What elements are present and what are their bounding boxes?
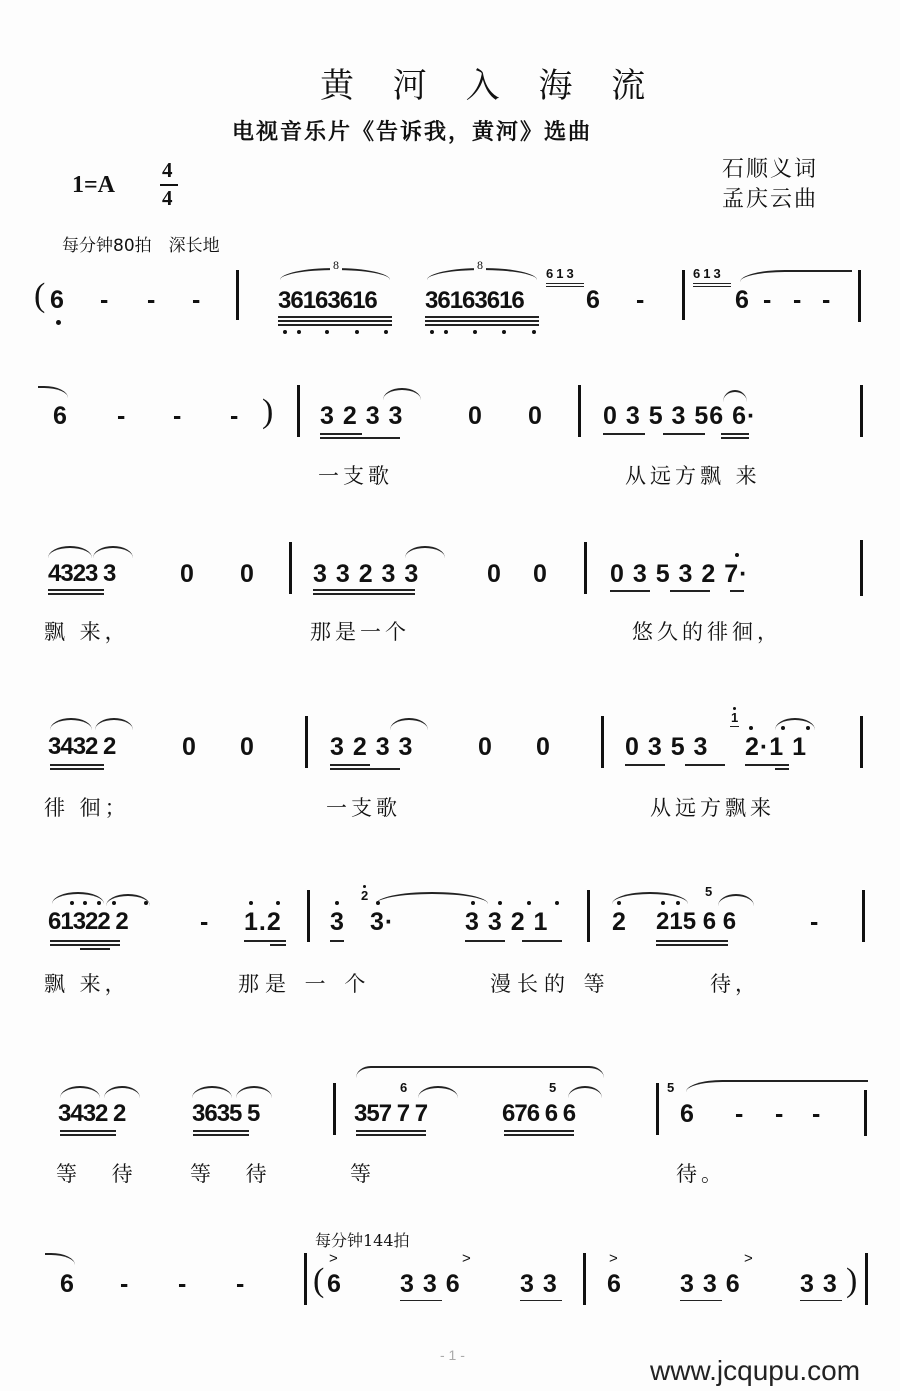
underline	[244, 940, 286, 942]
lyric: 漫长的 等	[490, 972, 611, 996]
rest: 0	[536, 733, 551, 761]
rest: 0	[240, 560, 255, 588]
bar-line	[297, 385, 300, 437]
note-group: 3 3 2 1	[465, 908, 549, 936]
underline	[800, 1300, 842, 1301]
dash: -	[173, 402, 183, 430]
accent-mark: >	[462, 1250, 471, 1267]
underline	[685, 764, 725, 766]
lyric: 等 待	[190, 1162, 281, 1186]
slur	[60, 1086, 100, 1098]
dash: -	[100, 286, 110, 314]
dash: -	[120, 1270, 130, 1298]
high-octave-dot	[112, 901, 116, 905]
underline	[278, 320, 392, 322]
note-group: 2·1 1	[745, 733, 807, 761]
grace-notes: 613	[546, 266, 577, 281]
high-octave-dot	[363, 885, 366, 888]
bar-line	[587, 890, 590, 942]
underline	[522, 940, 562, 942]
high-octave-dot	[249, 901, 253, 905]
composer-credit: 孟庆云曲	[722, 187, 819, 212]
low-octave-dot	[325, 330, 329, 334]
bar-line	[236, 270, 239, 320]
underline	[546, 283, 584, 284]
underline	[60, 1130, 116, 1132]
rest: 0	[487, 560, 502, 588]
underline	[546, 286, 584, 287]
underline	[50, 768, 104, 770]
underline	[693, 286, 731, 287]
grace-note: 6	[400, 1080, 408, 1095]
dash: -	[810, 908, 820, 936]
underline	[278, 324, 392, 326]
bar-line	[656, 1083, 659, 1135]
grace-notes: 613	[693, 266, 724, 281]
note-group: 0 3 5 3	[625, 733, 709, 761]
lyric: 徘 徊；	[44, 796, 130, 820]
dash: -	[793, 286, 803, 314]
underline	[80, 948, 110, 950]
note: 2	[612, 908, 627, 936]
underline	[400, 1300, 442, 1301]
song-title: 黄 河 入 海 流	[320, 66, 660, 106]
low-octave-dot	[430, 330, 434, 334]
slur	[568, 1086, 602, 1098]
high-octave-dot	[498, 901, 502, 905]
slur	[236, 1086, 272, 1098]
underline	[330, 940, 344, 942]
slur	[50, 718, 92, 730]
grace-note: 1	[731, 710, 739, 725]
underline	[48, 593, 104, 595]
underline	[320, 433, 362, 435]
lyric: 等 待	[56, 1162, 147, 1186]
dash: -	[192, 286, 202, 314]
tuplet-label: 8	[474, 258, 486, 273]
high-octave-dot	[806, 726, 810, 730]
note-group: 61322 2	[48, 908, 128, 935]
underline	[693, 283, 731, 284]
close-paren: )	[262, 393, 274, 430]
underline	[603, 433, 645, 435]
underline	[50, 764, 104, 766]
underline	[320, 437, 400, 439]
note-group: 1.2	[244, 908, 282, 936]
underline	[465, 940, 505, 942]
bar-line	[304, 1253, 307, 1305]
note-group: 3 2 3 3	[320, 402, 404, 430]
note: 6	[735, 286, 750, 314]
rest: 0	[528, 402, 543, 430]
high-octave-dot	[781, 726, 785, 730]
tempo-marking: 每分钟80拍 深长地	[62, 236, 220, 256]
slur	[723, 390, 747, 402]
phrase-bracket	[356, 1066, 604, 1078]
underline	[656, 940, 728, 942]
note: 3	[330, 908, 345, 936]
high-octave-dot	[70, 901, 74, 905]
low-octave-dot	[283, 330, 287, 334]
low-octave-dot	[355, 330, 359, 334]
low-octave-dot	[384, 330, 388, 334]
time-signature-bottom: 4	[162, 186, 173, 210]
note-group: 3 3 6	[680, 1270, 741, 1298]
low-octave-dot	[444, 330, 448, 334]
high-octave-dot	[144, 901, 148, 905]
dash: -	[735, 1100, 745, 1128]
tie	[45, 1253, 75, 1265]
underline	[520, 1300, 562, 1301]
lyric: 从远方飘来	[650, 796, 775, 820]
underline	[730, 590, 744, 592]
high-octave-dot	[276, 901, 280, 905]
underline	[193, 1130, 249, 1132]
low-octave-dot	[297, 330, 301, 334]
high-octave-dot	[83, 901, 87, 905]
dash: -	[775, 1100, 785, 1128]
rest: 0	[180, 560, 195, 588]
underline	[425, 324, 539, 326]
rest: 0	[240, 733, 255, 761]
underline	[356, 1130, 426, 1132]
underline	[721, 433, 749, 435]
dash: -	[822, 286, 832, 314]
bar-line	[584, 542, 587, 594]
close-paren: )	[846, 1262, 858, 1299]
underline	[50, 940, 120, 942]
lyric: 从远方飘 来	[625, 464, 761, 488]
grace-note: 2	[361, 888, 369, 903]
grace-note: 5	[549, 1080, 557, 1095]
lyric: 一支歌	[318, 464, 393, 488]
underline	[670, 590, 710, 592]
bar-line	[865, 1253, 868, 1305]
low-octave-dot	[502, 330, 506, 334]
slur	[95, 718, 133, 730]
grace-note: 5	[667, 1080, 675, 1095]
underline	[610, 590, 650, 592]
underline	[356, 1134, 426, 1136]
underline	[504, 1134, 574, 1136]
dash: -	[147, 286, 157, 314]
underline	[680, 1300, 722, 1301]
high-octave-dot	[555, 901, 559, 905]
accent-mark: >	[329, 1250, 338, 1267]
page-number: - 1 -	[440, 1347, 465, 1363]
dash: -	[236, 1270, 246, 1298]
underline	[625, 764, 665, 766]
bar-line	[307, 890, 310, 942]
lyric: 悠久的徘徊，	[632, 620, 782, 644]
underline	[504, 1130, 574, 1132]
underline	[60, 1134, 116, 1136]
high-octave-dot	[733, 707, 736, 710]
note: 6	[53, 402, 68, 430]
bar-line	[860, 385, 863, 437]
slur	[104, 1086, 140, 1098]
bar-line	[333, 1083, 336, 1135]
note-group: 3 3	[800, 1270, 838, 1298]
note-group: 36163616	[278, 287, 377, 314]
underline	[663, 433, 705, 435]
low-octave-dot	[532, 330, 536, 334]
note-group: 4323 3	[48, 560, 116, 587]
key-signature: 1=A	[72, 172, 116, 198]
tempo-marking: 每分钟144拍	[315, 1231, 410, 1250]
song-subtitle: 电视音乐片《告诉我，黄河》选曲	[232, 120, 593, 145]
dash: -	[230, 402, 240, 430]
open-paren: (	[34, 277, 46, 314]
note-group: 36163616	[425, 287, 524, 314]
tie	[740, 270, 852, 282]
dash: -	[117, 402, 127, 430]
note-group: 357 7 7	[354, 1100, 428, 1127]
slur	[48, 546, 92, 558]
high-octave-dot	[97, 901, 101, 905]
high-octave-dot	[735, 553, 739, 557]
rest: 0	[478, 733, 493, 761]
bar-line	[858, 270, 861, 322]
high-octave-dot	[471, 901, 475, 905]
underline	[313, 593, 415, 595]
underline	[425, 316, 539, 318]
bar-line	[578, 385, 581, 437]
high-octave-dot	[749, 726, 753, 730]
underline	[730, 726, 739, 727]
underline	[330, 764, 370, 766]
note-group: 3 2 3 3	[330, 733, 414, 761]
rest: 0	[468, 402, 483, 430]
lyric: 飘 来，	[44, 972, 130, 996]
grace-note: 5	[705, 884, 713, 899]
low-octave-dot	[56, 320, 61, 325]
high-octave-dot	[617, 901, 621, 905]
note-group: 0 3 5 3 56 6·	[603, 402, 757, 430]
high-octave-dot	[676, 901, 680, 905]
dash: -	[200, 908, 210, 936]
bar-line	[860, 540, 863, 596]
dash: -	[636, 286, 646, 314]
underline	[775, 768, 789, 770]
bar-line	[601, 716, 604, 768]
high-octave-dot	[376, 901, 380, 905]
lyric: 待。	[676, 1162, 726, 1186]
bar-line	[682, 270, 685, 320]
underline	[278, 316, 392, 318]
low-octave-dot	[473, 330, 477, 334]
lyric: 那是一个	[310, 620, 410, 644]
lyric: 一支歌	[326, 796, 401, 820]
note: 6	[586, 286, 601, 314]
note-group: 3635 5	[192, 1100, 260, 1127]
high-octave-dot	[527, 901, 531, 905]
note: 6	[50, 286, 65, 314]
tie	[38, 386, 68, 398]
note-group: 3432 2	[48, 733, 116, 760]
underline	[193, 1134, 249, 1136]
slur	[383, 388, 421, 400]
lyric: 那是 一 个	[238, 972, 372, 996]
lyric: 待，	[710, 972, 760, 996]
rest: 0	[533, 560, 548, 588]
note-group: 3 3 2 3 3	[313, 560, 420, 588]
note-group: 215 6 6	[656, 908, 737, 935]
high-octave-dot	[335, 901, 339, 905]
tuplet-label: 8	[330, 258, 342, 273]
underline	[425, 320, 539, 322]
underline	[313, 589, 415, 591]
underline	[721, 437, 749, 439]
underline	[656, 944, 728, 946]
accent-mark: >	[744, 1250, 753, 1267]
bar-line	[305, 716, 308, 768]
high-octave-dot	[661, 901, 665, 905]
note: 6	[680, 1100, 695, 1128]
underline	[330, 768, 400, 770]
note-group: 3432 2	[58, 1100, 126, 1127]
note-group: 3 3 6	[400, 1270, 461, 1298]
slur	[418, 1086, 458, 1098]
dash: -	[178, 1270, 188, 1298]
note: 6	[327, 1270, 342, 1298]
underline	[745, 764, 789, 766]
note-group: 676 6 6	[502, 1100, 576, 1127]
bar-line	[583, 1253, 586, 1305]
lyric: 等	[350, 1162, 375, 1186]
open-paren: (	[313, 1262, 325, 1299]
underline	[48, 589, 104, 591]
dash: -	[812, 1100, 822, 1128]
note: 6	[60, 1270, 75, 1298]
time-signature-top: 4	[162, 158, 173, 182]
bar-line	[862, 890, 865, 942]
note-group: 3 3	[520, 1270, 558, 1298]
accent-mark: >	[609, 1250, 618, 1267]
lyric: 飘 来，	[44, 620, 130, 644]
note: 6	[607, 1270, 622, 1298]
bar-line	[860, 716, 863, 768]
bar-line	[864, 1090, 867, 1136]
slur	[390, 718, 428, 730]
rest: 0	[182, 733, 197, 761]
slur	[93, 546, 133, 558]
tie	[686, 1080, 868, 1092]
underline	[50, 944, 120, 946]
note: 3·	[370, 908, 395, 936]
slur	[718, 894, 754, 906]
note-group: 0 3 5 3 2 7·	[610, 560, 749, 588]
dash: -	[763, 286, 773, 314]
slur	[192, 1086, 232, 1098]
slur	[405, 546, 445, 558]
underline	[270, 944, 286, 946]
lyricist-credit: 石顺义词	[722, 157, 819, 182]
bar-line	[289, 542, 292, 594]
watermark-url: www.jcqupu.com	[650, 1355, 861, 1386]
